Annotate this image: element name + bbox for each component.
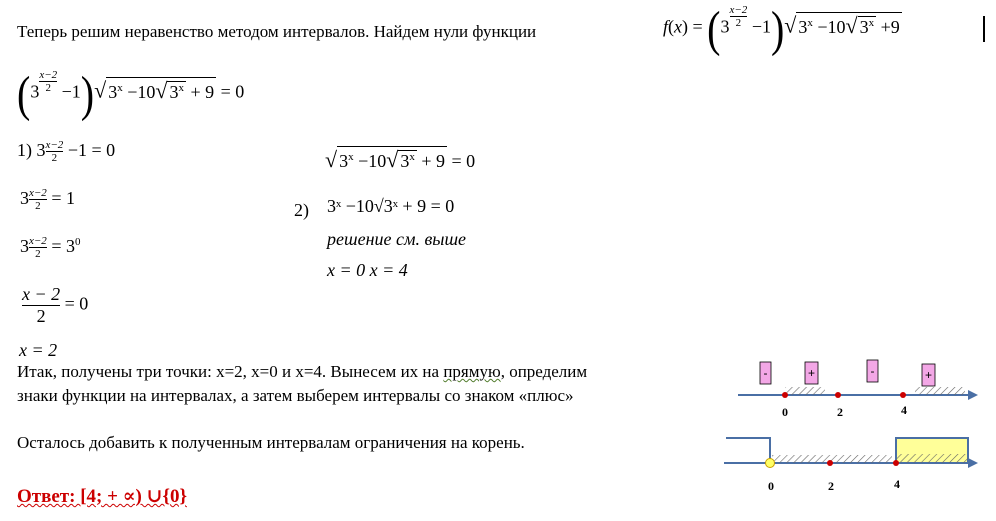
rad-b: −10 [817, 16, 846, 37]
root-restriction-text: Осталось добавить к полученным интервалам ограничения на корень. [17, 433, 525, 452]
tick-4: 4 [901, 403, 907, 417]
restriction-diagram [720, 430, 985, 500]
text-cursor [983, 16, 985, 42]
sign-box-4 [922, 364, 935, 386]
tick-0: 0 [782, 405, 788, 419]
step1-eq: −1 = 0 [67, 140, 116, 160]
step1c-eq: = 3 [51, 236, 75, 256]
point-zero-highlight [766, 459, 775, 468]
step2-label: 2) [294, 200, 309, 220]
step1-line2: 3 $\frac{x-2}{2}$ = 1 [20, 187, 75, 212]
sign-box-3 [867, 360, 878, 382]
rad-c: +9 [880, 16, 900, 37]
f-var: x [674, 16, 683, 37]
base: 3 [720, 16, 730, 37]
summary-b: прямую [443, 362, 501, 381]
answer: Ответ: [4; + ∝) ∪{0} [17, 486, 187, 507]
point-2b [827, 460, 833, 466]
sign-box-2 [805, 362, 818, 384]
step1c-pow: 0 [74, 236, 81, 248]
sign-label-3: - [870, 364, 875, 378]
step1-line1: 1) 3 $\frac{x-2}{2}$ −1 = 0 [17, 139, 116, 164]
step1-label: 1) [17, 140, 32, 160]
sign-diagram [730, 350, 980, 430]
point-4b [893, 460, 899, 466]
equation-zero: (3 $\frac{x-2}{2}$ −1)√ $3^x -10√$ $3^x + 9 = 0$ [17, 65, 245, 122]
tick-4b: 4 [894, 477, 900, 491]
hatch-interval-2 [915, 387, 965, 395]
number-line-arrow-2 [968, 458, 978, 468]
exp-den: 2 [730, 16, 748, 29]
step2-radical: √ $3^x -10√$ $3^x + 9 = 0$ [325, 147, 476, 172]
summary-a: Итак, получены три точки: x=2, x=0 и x=4. Вынесем их на [17, 362, 444, 381]
point-0 [782, 392, 788, 398]
step1d-num: x − 2 [22, 284, 61, 304]
sign-label-4: + [924, 368, 933, 382]
step1d-eq: = 0 [64, 293, 89, 314]
tick-2: 2 [837, 405, 843, 419]
exp-num: x−2 [729, 4, 748, 16]
step1-line3: 3 $\frac{x-2}{2}$ = $3^0$ [20, 235, 81, 260]
minus-one: −1 [751, 16, 771, 37]
step2-roots: x = 0 x = 4 [327, 260, 408, 280]
hatch-interval-1 [785, 387, 825, 395]
sign-label-1: - [763, 366, 768, 380]
rad-a: 3 [798, 16, 808, 37]
step1d-den: 2 [22, 305, 60, 327]
point-2 [835, 392, 841, 398]
tick-0b: 0 [768, 479, 774, 493]
point-4 [900, 392, 906, 398]
number-line-arrow [968, 390, 978, 400]
summary-c: , определим [500, 362, 588, 381]
sign-label-2: + [807, 366, 816, 380]
step1-line4 [22, 284, 88, 326]
eq-zero: = 0 [220, 81, 245, 102]
summary-line1 [17, 362, 587, 382]
tick-2b: 2 [828, 479, 834, 493]
summary-line2: знаки функции на интервалах, а затем выберем интервалы со знаком «плюс» [17, 386, 574, 405]
sign-box-1 [760, 362, 771, 384]
step1b-eq: = 1 [51, 188, 75, 208]
root-boundary [726, 438, 770, 463]
step2-equation: 3ˣ −10√3ˣ + 9 = 0 [327, 196, 455, 216]
hatch-interval-4 [896, 454, 968, 463]
step2-note: решение см. выше [327, 229, 467, 249]
f-label: f [663, 16, 669, 37]
function-definition: f(x) = (3 $\frac{x-2}{2}$ −1)√ 3$^x$ −10√ 3$^x$ +9 [663, 0, 900, 57]
intro-text: Теперь решим неравенство методом интервалов. Найдем нули функции [17, 22, 537, 41]
step1-result: x = 2 [19, 340, 58, 360]
